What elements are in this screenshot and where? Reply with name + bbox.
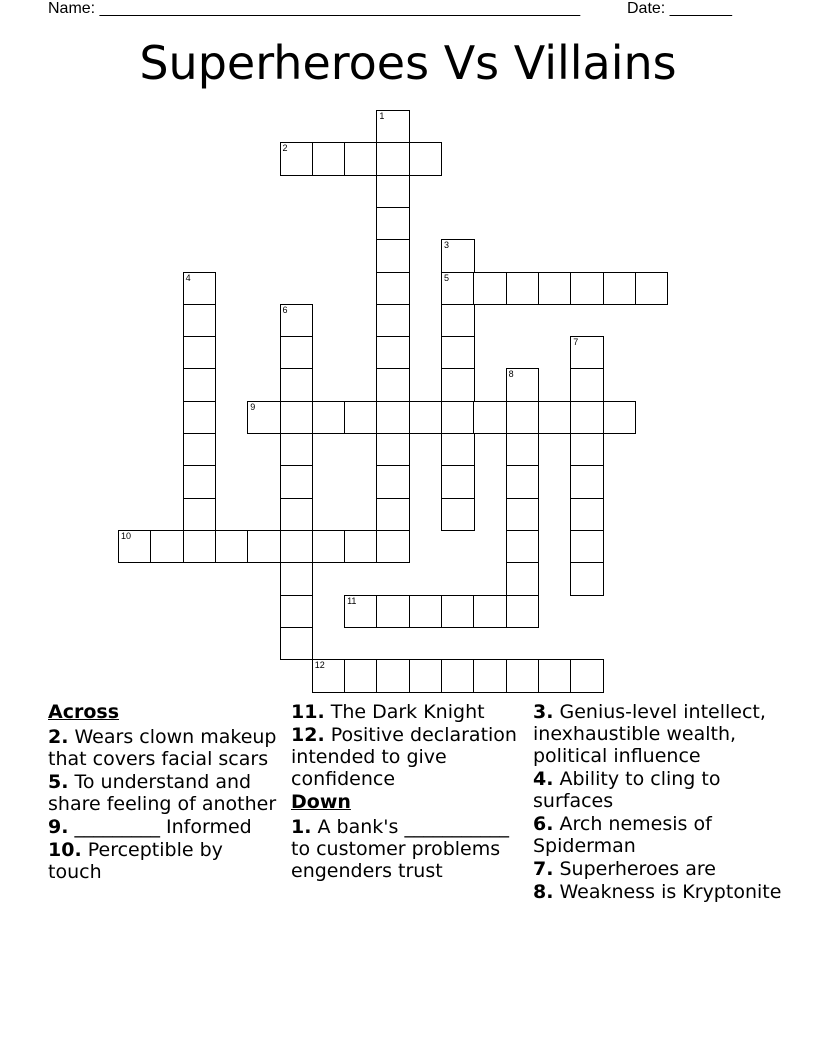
grid-cell[interactable] bbox=[473, 595, 507, 629]
down-clue-3: 3. Genius-level intellect, inexhaustible wealth, political influence bbox=[533, 701, 766, 767]
grid-cell[interactable] bbox=[570, 401, 604, 435]
grid-cell[interactable] bbox=[344, 659, 378, 693]
grid-cell[interactable] bbox=[473, 272, 507, 306]
grid-cell[interactable] bbox=[183, 465, 217, 499]
grid-cell[interactable] bbox=[441, 465, 475, 499]
across-clue-12: 12. Positive declaration intended to give confidence bbox=[291, 724, 517, 790]
grid-cell[interactable] bbox=[506, 659, 540, 693]
grid-cell[interactable] bbox=[183, 368, 217, 402]
grid-cell[interactable] bbox=[441, 433, 475, 467]
grid-cell[interactable] bbox=[344, 142, 378, 176]
grid-cell[interactable] bbox=[376, 433, 410, 467]
grid-cell[interactable] bbox=[280, 336, 314, 370]
grid-cell[interactable] bbox=[506, 562, 540, 596]
down-clue-8: 8. Weakness is Kryptonite bbox=[533, 881, 782, 903]
grid-cell[interactable] bbox=[506, 595, 540, 629]
grid-cell[interactable] bbox=[506, 498, 540, 532]
clue-number: 11 bbox=[347, 595, 357, 606]
grid-cell[interactable] bbox=[409, 401, 443, 435]
grid-cell[interactable] bbox=[409, 595, 443, 629]
down-clue-4: 4. Ability to cling to surfaces bbox=[533, 768, 721, 812]
across-clue-9: 9. _________ Informed bbox=[48, 816, 252, 838]
grid-cell[interactable] bbox=[506, 465, 540, 499]
grid-cell[interactable] bbox=[376, 659, 410, 693]
grid-cell[interactable] bbox=[376, 272, 410, 306]
grid-cell[interactable] bbox=[183, 401, 217, 435]
down-clue-1: 1. A bank's ___________ to customer problems engenders trust bbox=[291, 816, 509, 882]
grid-cell[interactable] bbox=[441, 368, 475, 402]
down-clue-6: 6. Arch nemesis of Spiderman bbox=[533, 813, 712, 857]
grid-cell[interactable] bbox=[376, 401, 410, 435]
grid-cell[interactable] bbox=[603, 272, 637, 306]
grid-cell[interactable] bbox=[441, 401, 475, 435]
across-clue-11: 11. The Dark Knight bbox=[291, 701, 485, 723]
grid-cell[interactable] bbox=[441, 498, 475, 532]
clues-column-3 bbox=[533, 701, 783, 904]
grid-cell[interactable] bbox=[280, 465, 314, 499]
grid-cell[interactable] bbox=[215, 530, 249, 564]
grid-cell[interactable] bbox=[183, 433, 217, 467]
grid-cell[interactable] bbox=[376, 368, 410, 402]
down-clue-7: 7. Superheroes are bbox=[533, 858, 716, 880]
grid-cell[interactable] bbox=[376, 110, 410, 144]
grid-cell[interactable] bbox=[570, 272, 604, 306]
grid-cell[interactable] bbox=[506, 530, 540, 564]
grid-cell[interactable] bbox=[312, 659, 346, 693]
grid-cell[interactable] bbox=[409, 659, 443, 693]
grid-cell[interactable] bbox=[570, 433, 604, 467]
grid-cell[interactable] bbox=[376, 175, 410, 209]
clue-number: 1 bbox=[379, 111, 385, 121]
grid-cell[interactable] bbox=[280, 530, 314, 564]
grid-cell[interactable] bbox=[280, 433, 314, 467]
grid-cell[interactable] bbox=[409, 142, 443, 176]
clue-number: 2 bbox=[282, 143, 288, 154]
clue-number: 7 bbox=[573, 337, 579, 348]
grid-cell[interactable] bbox=[280, 627, 314, 661]
across-clue-5: 5. To understand and share feeling of another bbox=[48, 771, 277, 815]
grid-cell[interactable] bbox=[344, 530, 378, 564]
grid-cell[interactable] bbox=[118, 530, 152, 564]
clues-column-2 bbox=[291, 701, 521, 883]
grid-cell[interactable] bbox=[473, 659, 507, 693]
grid-cell[interactable] bbox=[183, 530, 217, 564]
grid-cell[interactable] bbox=[376, 207, 410, 241]
grid-cell[interactable] bbox=[570, 368, 604, 402]
grid-cell[interactable] bbox=[183, 272, 217, 306]
grid-cell[interactable] bbox=[312, 142, 346, 176]
clues-column-1 bbox=[48, 701, 278, 884]
clue-number: 12 bbox=[314, 660, 325, 671]
grid-cell[interactable] bbox=[344, 595, 378, 629]
grid-cell[interactable] bbox=[538, 659, 572, 693]
name-field-label: Name: ______________________________________________________ bbox=[48, 0, 581, 17]
clue-number: 8 bbox=[508, 369, 514, 380]
grid-cell[interactable] bbox=[150, 530, 184, 564]
grid-cell[interactable] bbox=[247, 530, 281, 564]
grid-cell[interactable] bbox=[570, 530, 604, 564]
grid-cell[interactable] bbox=[635, 272, 669, 306]
grid-cell[interactable] bbox=[376, 336, 410, 370]
grid-cell[interactable] bbox=[280, 368, 314, 402]
grid-cell[interactable] bbox=[376, 304, 410, 338]
grid-cell[interactable] bbox=[538, 272, 572, 306]
clue-number: 3 bbox=[444, 240, 450, 251]
grid-cell[interactable] bbox=[376, 239, 410, 273]
grid-cell[interactable] bbox=[280, 562, 314, 596]
grid-cell[interactable] bbox=[570, 336, 604, 370]
grid-cell[interactable] bbox=[570, 465, 604, 499]
grid-cell[interactable] bbox=[603, 401, 637, 435]
across-clue-10: 10. Perceptible by touch bbox=[48, 839, 223, 883]
grid-cell[interactable] bbox=[183, 304, 217, 338]
across-clue-2: 2. Wears clown makeup that covers facial scars bbox=[48, 726, 277, 770]
grid-cell[interactable] bbox=[441, 336, 475, 370]
grid-cell[interactable] bbox=[441, 659, 475, 693]
grid-cell[interactable] bbox=[441, 595, 475, 629]
grid-cell[interactable] bbox=[280, 142, 314, 176]
grid-cell[interactable] bbox=[538, 401, 572, 435]
grid-cell[interactable] bbox=[344, 401, 378, 435]
grid-cell[interactable] bbox=[506, 272, 540, 306]
across-heading: Across bbox=[48, 701, 120, 723]
grid-cell[interactable] bbox=[312, 401, 346, 435]
grid-cell[interactable] bbox=[473, 401, 507, 435]
grid-cell[interactable] bbox=[376, 465, 410, 499]
grid-cell[interactable] bbox=[376, 498, 410, 532]
grid-cell[interactable] bbox=[312, 530, 346, 564]
grid-cell[interactable] bbox=[570, 562, 604, 596]
grid-cell[interactable] bbox=[280, 595, 314, 629]
grid-cell[interactable] bbox=[247, 401, 281, 435]
grid-cell[interactable] bbox=[570, 659, 604, 693]
grid-cell[interactable] bbox=[441, 304, 475, 338]
grid-cell[interactable] bbox=[280, 401, 314, 435]
down-heading: Down bbox=[291, 791, 351, 813]
grid-cell[interactable] bbox=[441, 272, 475, 306]
grid-cell[interactable] bbox=[506, 368, 540, 402]
clue-number: 6 bbox=[282, 304, 288, 315]
grid-cell[interactable] bbox=[570, 498, 604, 532]
grid-cell[interactable] bbox=[376, 142, 410, 176]
grid-cell[interactable] bbox=[376, 595, 410, 629]
grid-cell[interactable] bbox=[506, 401, 540, 435]
grid-cell[interactable] bbox=[441, 239, 475, 273]
clue-number: 10 bbox=[121, 530, 132, 541]
page-title: Superheroes Vs Villains bbox=[139, 36, 677, 90]
grid-cell[interactable] bbox=[280, 304, 314, 338]
clue-number: 9 bbox=[250, 401, 256, 412]
grid-cell[interactable] bbox=[183, 498, 217, 532]
grid-cell[interactable] bbox=[280, 498, 314, 532]
grid-cell[interactable] bbox=[183, 336, 217, 370]
clue-number: 5 bbox=[444, 272, 450, 283]
clue-number: 4 bbox=[185, 272, 191, 283]
grid-cell[interactable] bbox=[506, 433, 540, 467]
date-field-label: Date: _______ bbox=[627, 0, 732, 17]
grid-cell[interactable] bbox=[376, 530, 410, 564]
